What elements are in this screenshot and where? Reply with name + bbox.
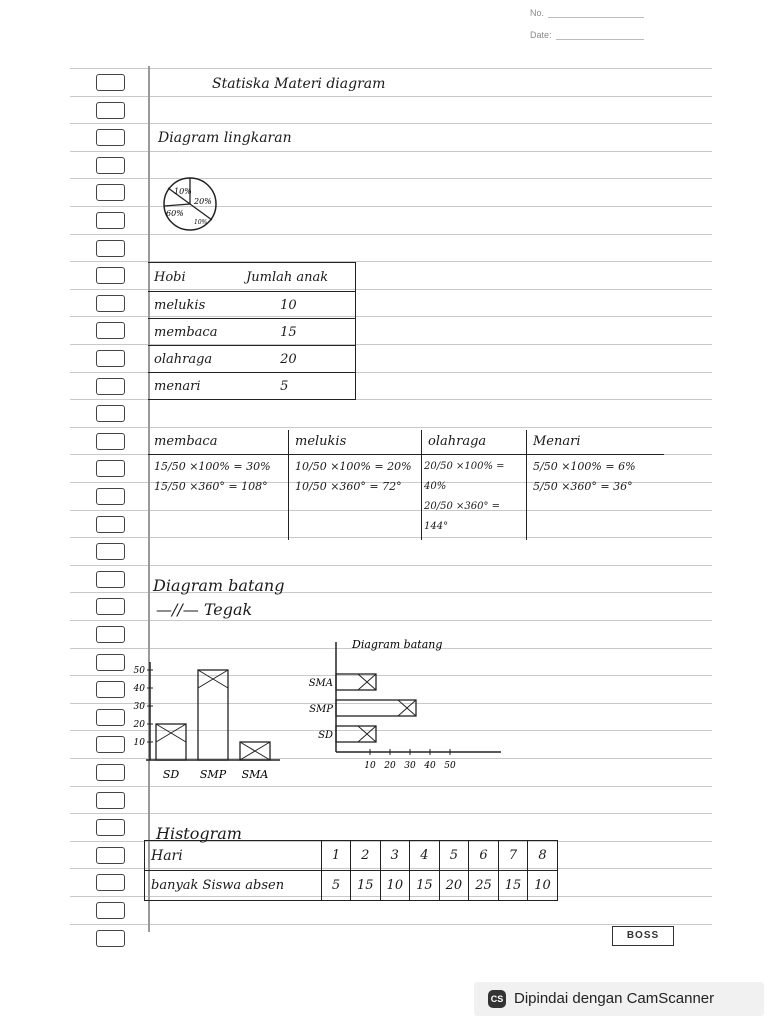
x-tick-label: 40: [424, 761, 436, 771]
camscanner-icon: CS: [488, 990, 506, 1008]
binder-hole: [96, 350, 125, 367]
hobby-table: [148, 262, 356, 400]
calc-melukis-degree: 10/50 ×360° = 72°: [295, 479, 402, 493]
binder-hole: [96, 847, 125, 864]
hist-day-5: 5: [439, 841, 469, 871]
date-line: [556, 39, 644, 40]
hist-count-1: 5: [322, 871, 351, 901]
binder-hole: [96, 184, 125, 201]
hobby-row-1-count: 10: [240, 292, 355, 319]
x-tick-label: 50: [444, 761, 456, 771]
horizontal-bar-chart: [300, 630, 510, 780]
pie-label-3: 60%: [166, 209, 184, 218]
calc-menari-degree: 5/50 ×360° = 36°: [533, 479, 633, 493]
page-title: Statiska Materi diagram: [212, 76, 386, 92]
calc-olahraga-percent: 20/50 ×100% = 40%: [424, 460, 505, 492]
calc-olahraga-degree: 20/50 ×360° = 144°: [424, 500, 501, 532]
section-bar-subheading: —//— Tegak: [156, 600, 253, 619]
hist-count-5: 20: [439, 871, 469, 901]
pie-label-4: 10%: [194, 219, 208, 226]
x-tick-label: SMA: [241, 768, 269, 781]
hist-day-7: 7: [498, 841, 528, 871]
hobby-header-jumlah: Jumlah anak: [240, 263, 355, 292]
binder-hole: [96, 295, 125, 312]
section-bar-heading: Diagram batang: [153, 576, 285, 595]
ruled-line: [70, 96, 712, 97]
hist-row2-label: banyak Siswa absen: [145, 871, 322, 901]
hist-count-4: 15: [410, 871, 440, 901]
ruled-line: [70, 427, 712, 428]
ruled-line: [70, 924, 712, 925]
binder-hole: [96, 543, 125, 560]
calc-cell-olahraga: [422, 454, 527, 540]
x-tick-label: SMP: [199, 768, 227, 781]
bar-sma: [336, 674, 376, 690]
ruled-line: [70, 813, 712, 814]
hist-day-3: 3: [380, 841, 410, 871]
hist-day-4: 4: [410, 841, 440, 871]
hist-day-8: 8: [528, 841, 558, 871]
calc-header-olahraga: olahraga: [422, 430, 527, 454]
x-tick-label: SD: [162, 768, 180, 781]
ruled-line: [70, 123, 712, 124]
binder-hole: [96, 902, 125, 919]
pie-chart-sketch: [162, 176, 218, 232]
binder-hole: [96, 488, 125, 505]
hobby-row-3-name: olahraga: [148, 346, 240, 373]
hobby-row-2-name: membaca: [148, 319, 240, 346]
no-label: No.: [530, 8, 545, 18]
binder-hole: [96, 930, 125, 947]
ruled-line: [70, 68, 712, 69]
y-tick-label: SMA: [308, 678, 333, 689]
bar-smp: [336, 700, 416, 716]
pie-label-2: 20%: [194, 197, 212, 206]
binder-hole: [96, 792, 125, 809]
calc-table: [148, 430, 664, 540]
y-tick-label: 10: [133, 738, 145, 748]
ruled-line: [70, 620, 712, 621]
binder-hole: [96, 157, 125, 174]
binder-hole: [96, 819, 125, 836]
hist-day-6: 6: [469, 841, 499, 871]
binder-hole: [96, 74, 125, 91]
calc-cell-menari: [527, 454, 665, 540]
ruled-line: [70, 786, 712, 787]
binder-hole: [96, 598, 125, 615]
hobby-row-1-name: melukis: [148, 292, 240, 319]
camscanner-badge: [474, 982, 764, 1016]
y-tick-label: 30: [133, 702, 145, 712]
x-tick-label: 10: [364, 761, 376, 771]
binder-hole: [96, 433, 125, 450]
calc-menari-percent: 5/50 ×100% = 6%: [533, 459, 636, 473]
x-tick-label: 30: [404, 761, 416, 771]
chart-title: Diagram batang: [352, 638, 443, 651]
binder-hole: [96, 460, 125, 477]
hist-count-3: 10: [380, 871, 410, 901]
hist-day-1: 1: [322, 841, 351, 871]
calc-cell-membaca: [148, 454, 289, 540]
y-tick-label: 40: [133, 684, 145, 694]
y-tick-label: 50: [133, 666, 145, 676]
hist-row1-label: Hari: [145, 841, 322, 871]
calc-melukis-percent: 10/50 ×100% = 20%: [295, 459, 412, 473]
binder-hole: [96, 405, 125, 422]
hist-day-2: 2: [351, 841, 381, 871]
ruled-line: [70, 151, 712, 152]
pie-label-1: 10%: [174, 187, 192, 196]
bar-sd: [336, 726, 376, 742]
ruled-line: [70, 234, 712, 235]
bar-smp: [198, 670, 228, 760]
calc-membaca-degree: 15/50 ×360° = 108°: [154, 479, 268, 493]
date-label: Date:: [530, 30, 552, 40]
x-tick-label: 20: [384, 761, 396, 771]
hist-count-7: 15: [498, 871, 528, 901]
binder-hole: [96, 516, 125, 533]
binder-hole: [96, 212, 125, 229]
hobby-header-hobi: Hobi: [148, 263, 240, 292]
calc-header-melukis: melukis: [289, 430, 422, 454]
vertical-bar-chart: [120, 650, 290, 785]
hobby-row-3-count: 20: [240, 346, 355, 373]
binder-hole: [96, 129, 125, 146]
no-line: [548, 17, 644, 18]
binder-hole: [96, 102, 125, 119]
boss-stamp: BOSS: [612, 926, 674, 946]
section-hist-heading: Histogram: [156, 824, 242, 843]
calc-header-menari: Menari: [527, 430, 665, 454]
binder-hole: [96, 322, 125, 339]
hist-count-6: 25: [469, 871, 499, 901]
binder-hole: [96, 267, 125, 284]
bar-sd: [156, 724, 186, 760]
binder-hole: [96, 240, 125, 257]
calc-membaca-percent: 15/50 ×100% = 30%: [154, 459, 271, 473]
hobby-row-4-count: 5: [240, 373, 355, 400]
binder-hole: [96, 626, 125, 643]
ruled-line: [70, 565, 712, 566]
y-tick-label: SMP: [309, 704, 333, 715]
section-pie-heading: Diagram lingkaran: [158, 130, 292, 146]
hist-table: [144, 840, 558, 901]
camscanner-text: Dipindai dengan CamScanner: [514, 990, 715, 1007]
hist-count-8: 10: [528, 871, 558, 901]
calc-cell-melukis: [289, 454, 422, 540]
y-tick-label: 20: [133, 720, 145, 730]
binder-hole: [96, 874, 125, 891]
calc-header-membaca: membaca: [148, 430, 289, 454]
hobby-row-2-count: 15: [240, 319, 355, 346]
binder-hole: [96, 378, 125, 395]
hist-count-2: 15: [351, 871, 381, 901]
hobby-row-4-name: menari: [148, 373, 240, 400]
binder-hole: [96, 571, 125, 588]
y-tick-label: SD: [318, 730, 333, 741]
